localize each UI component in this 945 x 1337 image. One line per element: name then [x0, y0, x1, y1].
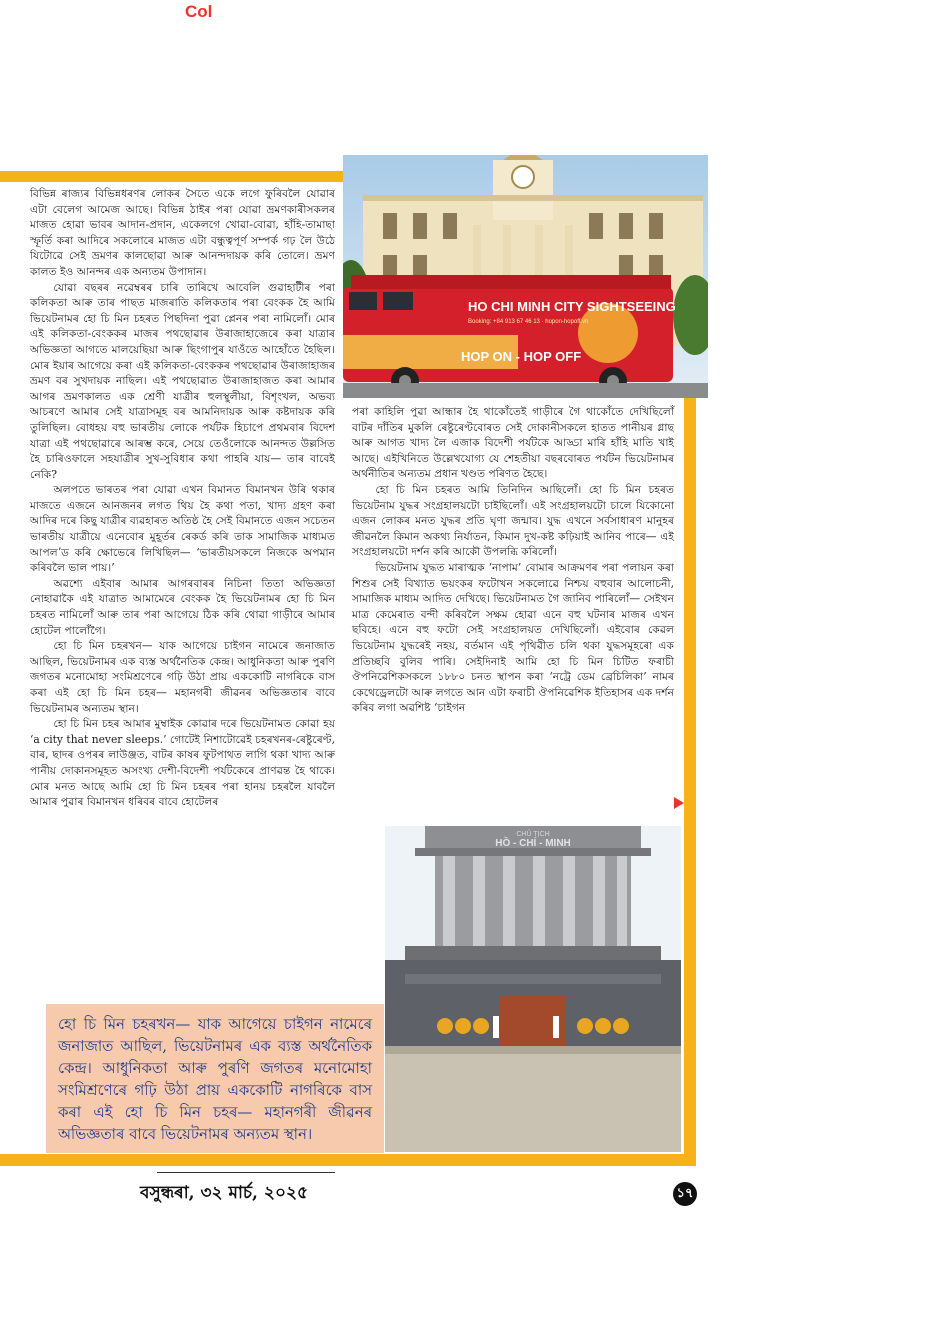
right-accent-bar — [684, 396, 696, 1166]
mausoleum-photo — [385, 826, 681, 1152]
paragraph: হো চি মিন চহৰ আমাৰ মুম্বাইক কোৱাৰ দৰে ভিয়েটনামত কোৱা হয় ‘a city that never sleeps.’ গোটেই নিশাটোৱেই চহৰখনৰ-ৰেষ্টুৰেণ্ট, বাৰ, ছাদৰ ওপৰৰ লাউঞ্জত, বাটৰ কাষৰ ফুটপাথত লাগি থকা খাদ্য আৰু পানীয় দোকানসমূহত অসংখ্য দেশী-বিদেশী পৰ্যটকেৰে প্ৰাণৱন্ত হৈ থাকে। মোৰ মনত আছে আমি হো চি মিন চহৰৰ পৰা হানয় চহৰলৈ যাবলৈ আমাৰ পুৱাৰ বিমানখন ধৰিবৰ বাবে হোটেলৰ — [30, 717, 335, 809]
top-accent-bar — [0, 171, 343, 182]
paragraph: বিভিন্ন ৰাজ্যৰ বিভিন্নধৰণৰ লোকৰ সৈতে একে লগে ফুৰিবলৈ যোৱাৰ এটা বেলেগ আমেজ আছে। বিভিন্ন ঠাইৰ পৰা যোৱা ভ্ৰমণকাৰীসকলৰ মাজত হোৱা ভাবৰ আদান-প্ৰদান, একেলগে খোৱা-বোৱা, হাঁহি-তামাছা স্ফূৰ্তি কৰা আদিৰে সকলোৰে মাজত এটা বন্ধুত্বপূৰ্ণ সম্পৰ্ক গঢ় লৈ উঠে যিটোৱে সেই ভ্ৰমণৰ কালছোৱা আৰু আনন্দদায়ক কৰি তোলে। ভ্ৰমণ কালত ইও আনন্দৰ এক অন্যতম উপাদান। — [30, 187, 335, 278]
mausoleum-sign-line2: HỒ - CHÍ - MINH — [495, 838, 571, 849]
bus-contact-text: Booking: +84 913 67 46 13 · hopon-hopoff.vn — [468, 319, 589, 325]
paragraph: অৱশ্যে এইবাৰ আমাৰ আগৰবাৰৰ নিচিনা তিতা অভিজ্ঞতা নোহাৱাকৈ এই যাত্ৰাত আমামেৰে বেংকক হৈ ভিয়েটনামৰ হো চি মিন চহৰত নামিলোঁ আৰু তাৰ পৰা আগেয়ে ঠিক কৰি থোৱা গাড়ীৰে আমাৰ হোটেল পালোঁগৈ। — [30, 576, 335, 637]
column-tag: Col — [185, 2, 213, 21]
pull-quote-text: হো চি মিন চহৰখন— যাক আগেয়ে চাইগন নামেৰে জনাজাত আছিল, ভিয়েটনামৰ এক ব্যস্ত অৰ্থনৈতিক কেন্দ্ৰ। আধুনিকতা আৰু পুৰণি জগতৰ মনোমোহা সংমিশ্ৰণেৰে গঢ়ি উঠা প্ৰায় এককোটি নাগৰিকে বাস কৰা এই হো চি মিন চহৰ— মহানগৰী জীৱনৰ অভিজ্ঞতাৰ বাবে ভিয়েটনামৰ অন্যতম স্থান। — [58, 1015, 372, 1143]
paragraph: যোৱা বছৰৰ নৱেম্বৰৰ চাৰি তাৰিখে আবেলি গুৱাহাটীৰ পৰা কলিকতা আৰু তাৰ পাছত মাজৰাতি কলিকতাৰ পৰা বেংকক হৈ আমি ভিয়েটনামৰ হো চি মিন চহৰত পিছদিনা পুৱা প্লেনৰ পৰা নামিলোঁ। মোৰ এই কলিকতা-বেংককৰ মাজৰ পথছোৱাৰ উৰাজাহাজেৰে কৰা যাত্ৰাৰ অভিজ্ঞতা আগতে মালয়েছিয়া আৰু ছিংগাপুৰ যাওঁতে আহোঁতে হৈছিল। মোৰ ইয়াৰ আগেয়ে কৰা এই কলিকতা-বেংককৰ পথছোৱাৰ উৰাজাহাজৰ ভ্ৰমণ বৰ সুখদায়ক নাছিল। এই পথছোৱাত উৰাজাহাজত কৰা আমাৰ আগৰ ভ্ৰমণকালত এক শ্ৰেণী যাত্ৰীৰ হুলস্থুলীয়া, বিশৃংখল, অভব্য আচৰণে আমাৰ সেই যাত্ৰাসমূহ বৰ আমনিদায়ক আৰু কষ্টদায়ক কৰি তুলিছিল। বোধহয় বহু ভাৰতীয় লোকে পৰ্যটক হিচাপে প্ৰথমবাৰ বিদেশ যাত্ৰা এই পথছোৱাৰে আৰম্ভ কৰে, সেয়ে তেওঁলোকে আনন্দত উল্লসিত হৈ চাৰিওফালে সহযাত্ৰীৰ সুখ-সুবিধাৰ কথা পাহৰি যায়— তাৰ বাবেই নেকি? — [30, 280, 335, 481]
article-right-column — [352, 404, 674, 716]
paragraph: হো চি মিন চহৰত আমি তিনিদিন আছিলোঁ। হো চি মিন চহৰত ভিয়েটনাম যুদ্ধৰ সংগ্ৰহালয়টো চাইছিলোঁ। এই সংগ্ৰহালয়টো চালে যিকোনো এজন লোকৰ মনত যুদ্ধৰ প্ৰতি ঘৃণা জন্মাব। যুদ্ধ এখনে সৰ্বসাধাৰণ মানুহৰ জীৱনলৈ কিমান অকথ্য নিৰ্যাতন, কিমান দুখ-কষ্ট কঢ়িয়াই আনিব পাৰে— এই সংগ্ৰহালয়টো দৰ্শন কৰি আকৌ উপলব্ধি কৰিলোঁ। — [352, 482, 674, 559]
bus-sightseeing-photo — [343, 155, 708, 398]
bottom-accent-bar — [0, 1154, 696, 1166]
mausoleum-sign-line1: CHỦ TỊCH — [516, 831, 550, 838]
pull-quote-box — [46, 1004, 384, 1153]
bus-title-text: HO CHI MINH CITY SIGHTSEEING — [468, 299, 676, 314]
continue-arrow-icon — [674, 797, 684, 809]
paragraph: হো চি মিন চহৰখন— যাক আগেয়ে চাইগন নামেৰে জনাজাত আছিল, ভিয়েটনামৰ এক ব্যস্ত অৰ্থনৈতিক কেন্দ্ৰ। আধুনিকতা আৰু পুৰণি জগতৰ মনোমোহা সংমিশ্ৰণেৰে গঢ়ি উঠা প্ৰায় এককোটি নাগৰিকে বাস কৰা এই হো চি মিন চহৰ— মহানগৰী জীৱনৰ অভিজ্ঞতাৰ বাবে ভিয়েটনামৰ অন্যতম স্থান। — [30, 639, 335, 715]
paragraph: অলপতে ভাৰতৰ পৰা যোৱা এখন বিমানত বিমানখন উৰি থকাৰ মাজতে এজনে আনজনৰ লগত থিয় হৈ কথা পতা, খাদ্য গ্ৰহণ কৰা আদিৰ দৰে কিছু যাত্ৰীৰ ব্যৱহাৰত অতিষ্ঠ হৈ সেই বিমানতে এজন সচেতন ভাৰতীয় যাত্ৰীয়ে এনেবোৰ মুহূৰ্তৰ ৰেকৰ্ড কৰি তাক সামাজিক মাধ্যমত আপলʼড কৰি ক্ষোভেৰে লিখিছিল— ‘ভাৰতীয়সকলে নিজকে অপমান কৰিবলৈ ভাল পায়।’ — [30, 483, 335, 575]
page-number-badge: ১৭ — [673, 1182, 697, 1206]
footer-magazine-date: বসুন্ধৰা, ৩২ মাৰ্চ, ২০২৫ — [140, 1183, 309, 1203]
footer-divider — [157, 1172, 335, 1173]
article-left-column — [30, 186, 335, 810]
paragraph: পৰা কাহিলি পুৱা আন্ধাৰ হৈ থাকোঁতেই গাড়ীৰে গৈ থাকোঁতে দেখিছিলোঁ বাটৰ দাঁতিৰ মুকলি ৰেষ্টুৰেণ্টবোৰত সেই দোকানীসকলে হাতত পানীয়ৰ গ্লাছ আৰু আগত খাদ্য লৈ এজাক বিদেশী পৰ্যটকে আড্ডা মাৰি হাঁহি মাতি খাই আছে। এইখিনিতে উল্লেখযোগ্য যে শেহতীয়া বছৰবোৰত পৰ্যটন ভিয়েটনামৰ অৰ্থনীতিৰ অন্যতম প্ৰধান খণ্ডত পৰিণত হৈছে। — [352, 405, 674, 481]
bus-slogan-text: HOP ON - HOP OFF — [461, 349, 582, 364]
paragraph: ভিয়েটনাম যুদ্ধত মাৰাত্মক ‘নাপাম’ বোমাৰ আক্ৰমণৰ পৰা পলায়ন কৰা শিশুৰ সেই বিখ্যাত ভয়ংকৰ ফটোখন সকলোৱে নিশ্চয় বহুবাৰ আলোচনী, সামাজিক মাধ্যম আদিত দেখিছে। ভিয়েটনামত গৈ জানিব পাৰিলোঁ— সেইখন মাত্ৰ কেমেৰাত বন্দী কৰিবলৈ সক্ষম হোৱা এনে বহু ঘটনাৰ মাজৰ এখন ছবিহে। এনে বহু ফটো সেই সংগ্ৰহালয়ত দেখিছিলোঁ। এইবোৰ কেৱল ভিয়েটনাম যুদ্ধৰেই নহয়, বৰ্তমান এই পৃথিৱীত চলি থকা যুদ্ধসমূহৰো এক প্ৰতিচ্ছবি বুলিব পাৰি। সেইদিনাই আমি হো চি মিন চিটিত ফৰাচী ঔপনিৱেশিকসকলে ১৮৮০ চনত স্থাপন কৰা ‘নট্ৰে ডেম ব্ৰেচিলিকা’ নামৰ কেথেড্ৰেলটো আৰু লগতে আন এটা ফৰাচী ঔপনিৱেশিক ইতিহাসৰ এক দৰ্শন কৰিব লগা অৱশিষ্ট ‘চাইগন — [352, 560, 674, 715]
